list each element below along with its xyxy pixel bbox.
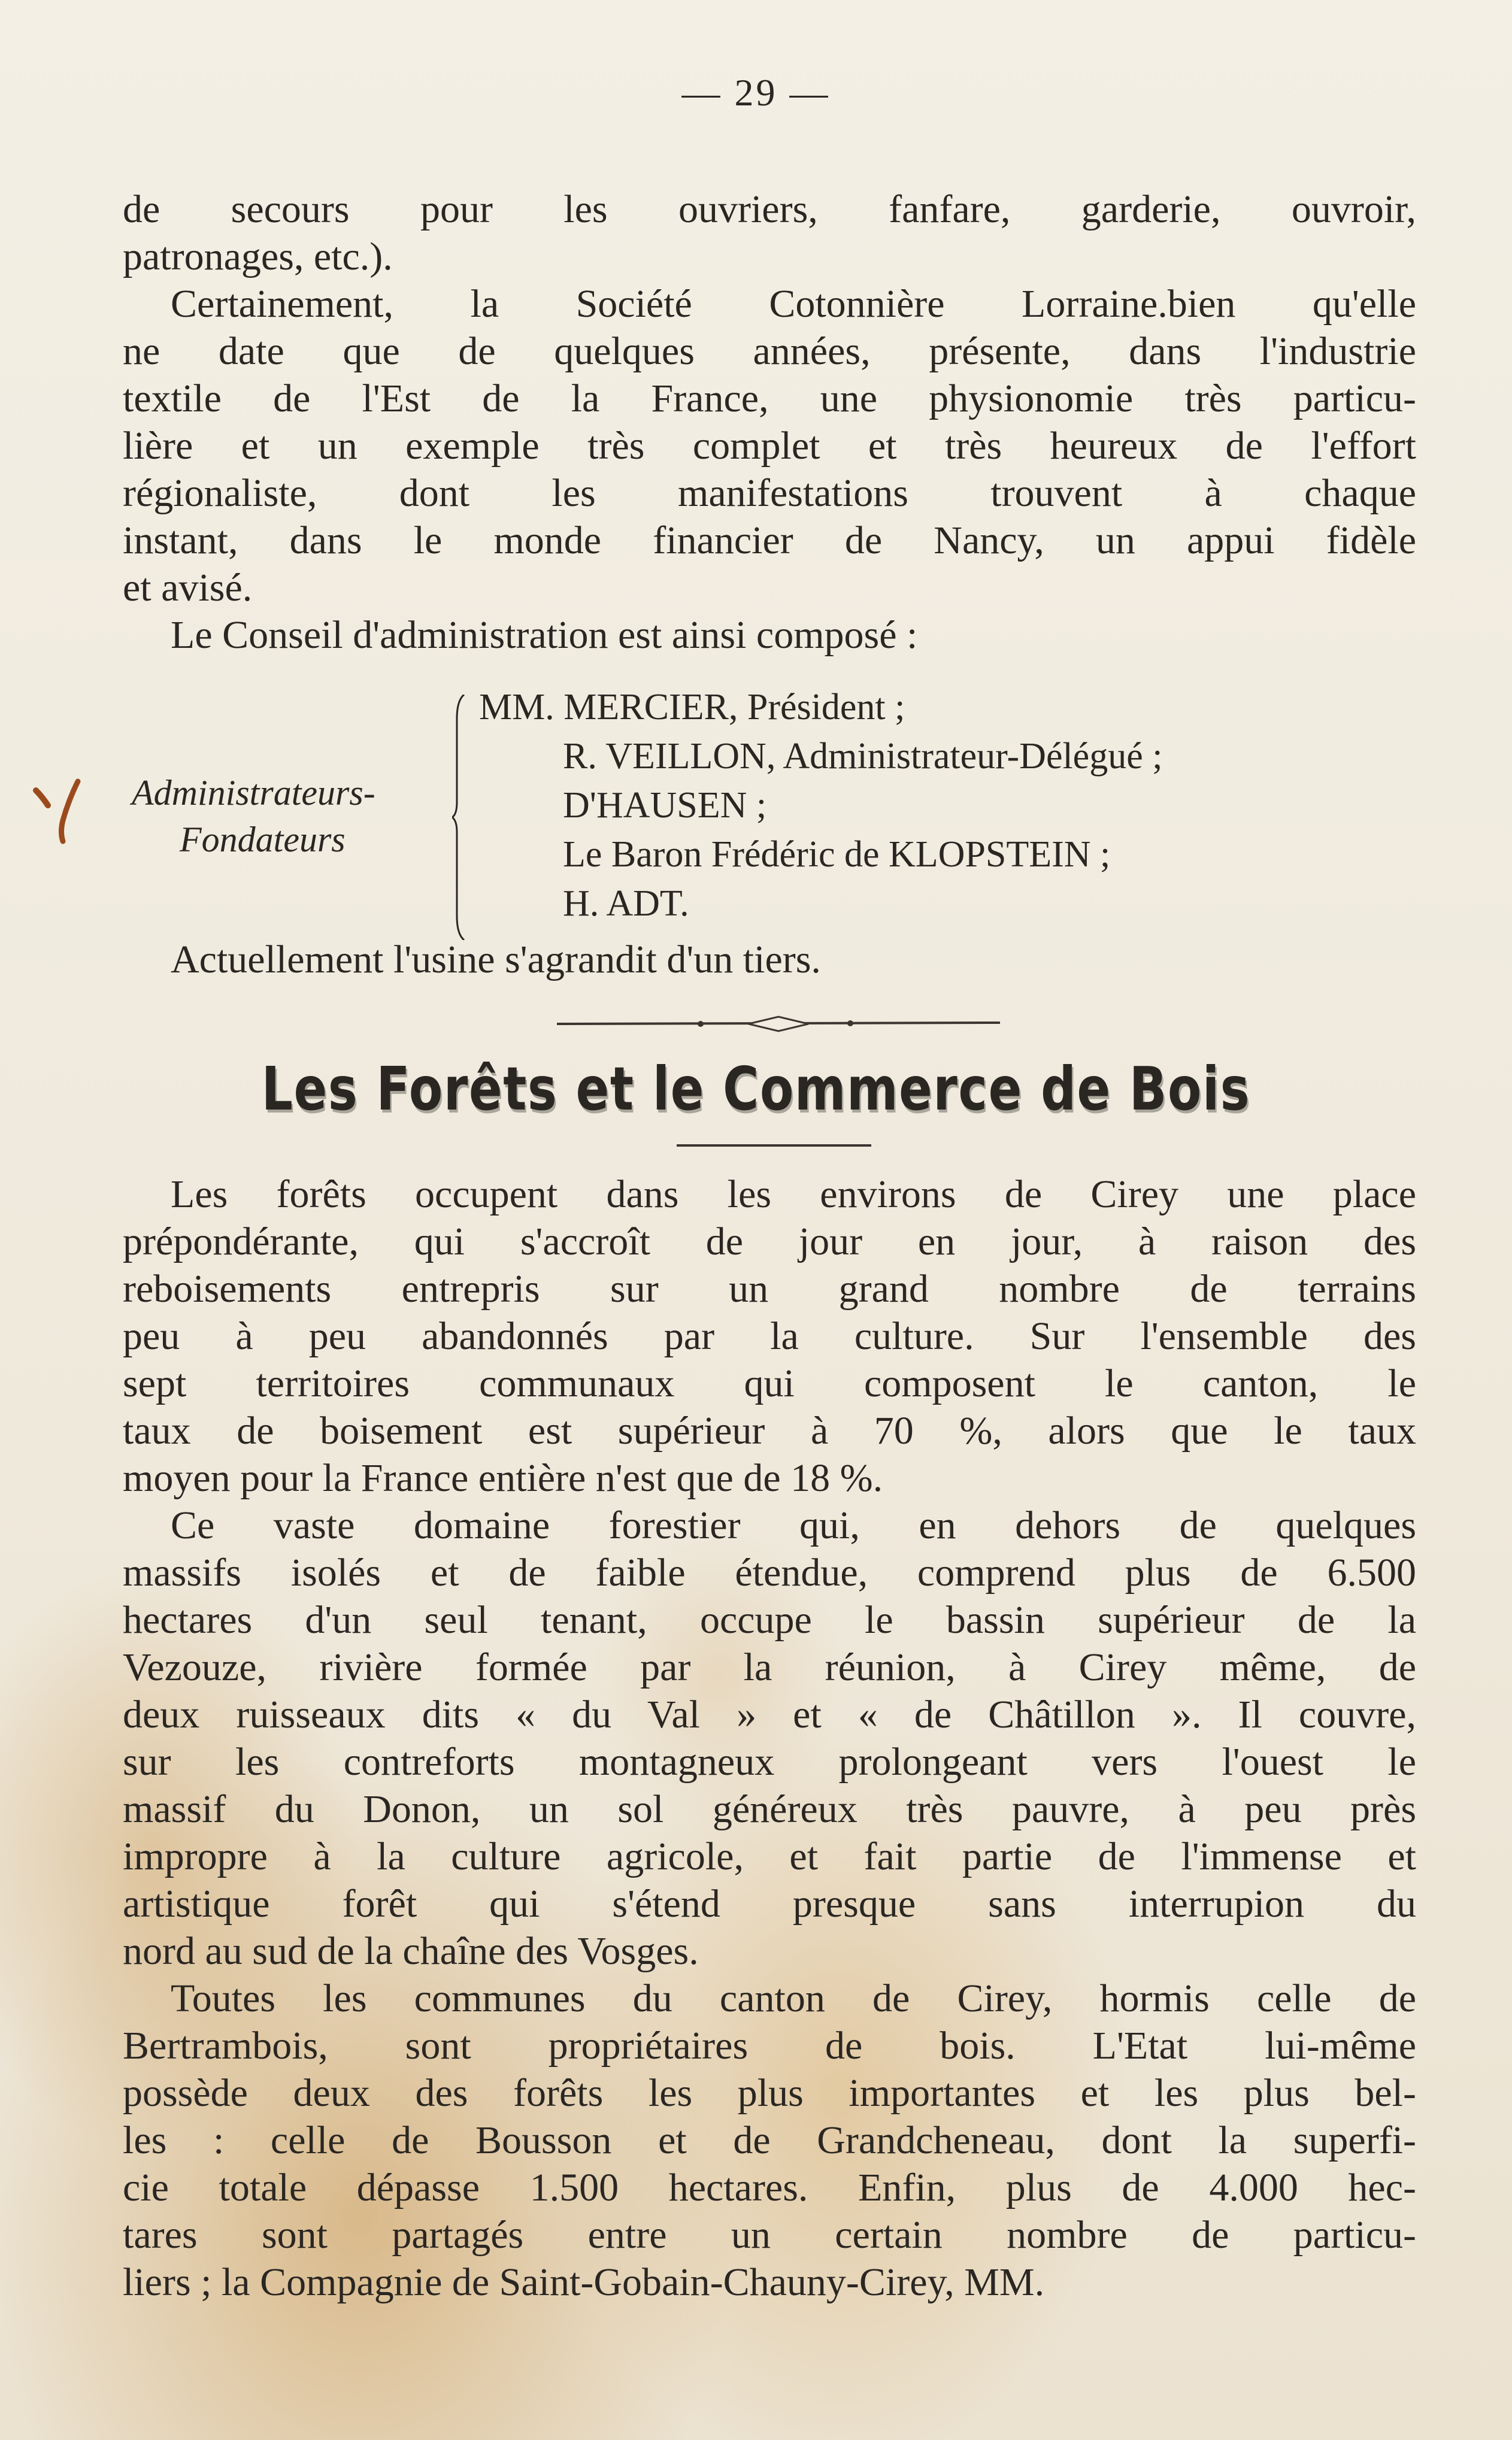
text-line: possède deux des forêts les plus importantes et les plus bel- — [123, 2071, 1416, 2115]
board-group-label: Administrateurs- — [132, 773, 375, 813]
board-member: Le Baron Frédéric de KLOPSTEIN ; — [563, 834, 1111, 875]
text-line: textile de l'Est de la France, une physionomie très particu- — [123, 377, 1416, 420]
text-line: sept territoires communaux qui composent le canton, le — [123, 1362, 1416, 1405]
text-line: impropre à la culture agricole, et fait partie de l'immense et — [123, 1835, 1416, 1878]
intro-text — [123, 186, 1416, 659]
ink-check-mark-icon — [33, 778, 87, 844]
paragraph — [123, 611, 1416, 659]
board-member: H. ADT. — [563, 883, 689, 924]
board-member: D'HAUSEN ; — [563, 785, 767, 826]
text-line: instant, dans le monde financier de Nancy, un appui fidèle — [123, 519, 1416, 562]
text-line: et avisé. — [123, 566, 253, 610]
text-line: liers ; la Compagnie de Saint-Gobain-Chauny-Cirey, MM. — [123, 2260, 1045, 2304]
text-line: Le Conseil d'administration est ainsi composé : — [171, 613, 918, 657]
text-line: sur les contreforts montagneux prolongeant vers l'ouest le — [123, 1740, 1416, 1784]
text-line: hectares d'un seul tenant, occupe le bassin supérieur de la — [123, 1598, 1416, 1642]
text-line: de secours pour les ouvriers, fanfare, garderie, ouvroir, — [123, 187, 1416, 231]
text-line: cie totale dépasse 1.500 hectares. Enfin, plus de 4.000 hec- — [123, 2166, 1416, 2209]
paragraph — [123, 186, 1416, 280]
section-body — [123, 1171, 1416, 2306]
paragraph — [123, 1171, 1416, 1502]
board-members — [479, 683, 1162, 928]
text-line: Les forêts occupent dans les environs de Cirey une place — [171, 1172, 1416, 1216]
board-member: R. VEILLON, Administrateur-Délégué ; — [563, 736, 1163, 777]
paragraph — [123, 1502, 1416, 1975]
text-line: Certainement, la Société Cotonnière Lorraine.bien qu'elle — [171, 282, 1416, 326]
text-line: patronages, etc.). — [123, 235, 393, 278]
text-line: Vezouze, rivière formée par la réunion, à Cirey même, de — [123, 1645, 1416, 1689]
title-underline — [677, 1144, 871, 1147]
board-member: MM. MERCIER, Président ; — [479, 687, 905, 728]
text-line: Toutes les communes du canton de Cirey, hormis celle de — [171, 1977, 1416, 2020]
ornamental-divider-icon — [557, 1015, 1000, 1033]
brace-icon — [452, 695, 469, 940]
paragraph — [123, 1975, 1416, 2306]
text-line: les : celle de Bousson et de Grandcheneau, dont la superfi- — [123, 2118, 1416, 2162]
text-line: moyen pour la France entière n'est que de 18 %. — [123, 1456, 883, 1500]
text-line: deux ruisseaux dits « du Val » et « de Châtillon ». Il couvre, — [123, 1693, 1416, 1736]
page-number: — 29 — — [681, 71, 831, 114]
text-line: reboisements entrepris sur un grand nombre de terrains — [123, 1267, 1416, 1311]
text-line: peu à peu abandonnés par la culture. Sur l'ensemble des — [123, 1314, 1416, 1358]
paragraph — [123, 280, 1416, 611]
text-line: artistique forêt qui s'étend presque sans interrupion du — [123, 1882, 1416, 1926]
section-title: Les Forêts et le Commerce de Bois — [261, 1054, 1251, 1124]
text-line: tares sont partagés entre un certain nombre de particu- — [123, 2213, 1416, 2257]
text-line: massif du Donon, un sol généreux très pauvre, à peu près — [123, 1787, 1416, 1831]
text-line: lière et un exemple très complet et très heureux de l'effort — [123, 424, 1416, 468]
board-group-label-2: Fondateurs — [180, 820, 346, 859]
text-line: Ce vaste domaine forestier qui, en dehors de quelques — [171, 1504, 1416, 1547]
text-line: prépondérante, qui s'accroît de jour en jour, à raison des — [123, 1220, 1416, 1263]
text-line: ne date que de quelques années, présente, dans l'industrie — [123, 329, 1416, 373]
text-line: massifs isolés et de faible étendue, comprend plus de 6.500 — [123, 1551, 1416, 1595]
text-line: nord au sud de la chaîne des Vosges. — [123, 1929, 699, 1973]
closing-line: Actuellement l'usine s'agrandit d'un tiers. — [171, 938, 821, 981]
board-of-directors — [120, 683, 1437, 958]
text-line: Bertrambois, sont propriétaires de bois. L'Etat lui-même — [123, 2024, 1416, 2068]
text-line: régionaliste, dont les manifestations trouvent à chaque — [123, 471, 1416, 515]
text-line: taux de boisement est supérieur à 70 %, alors que le taux — [123, 1409, 1416, 1453]
